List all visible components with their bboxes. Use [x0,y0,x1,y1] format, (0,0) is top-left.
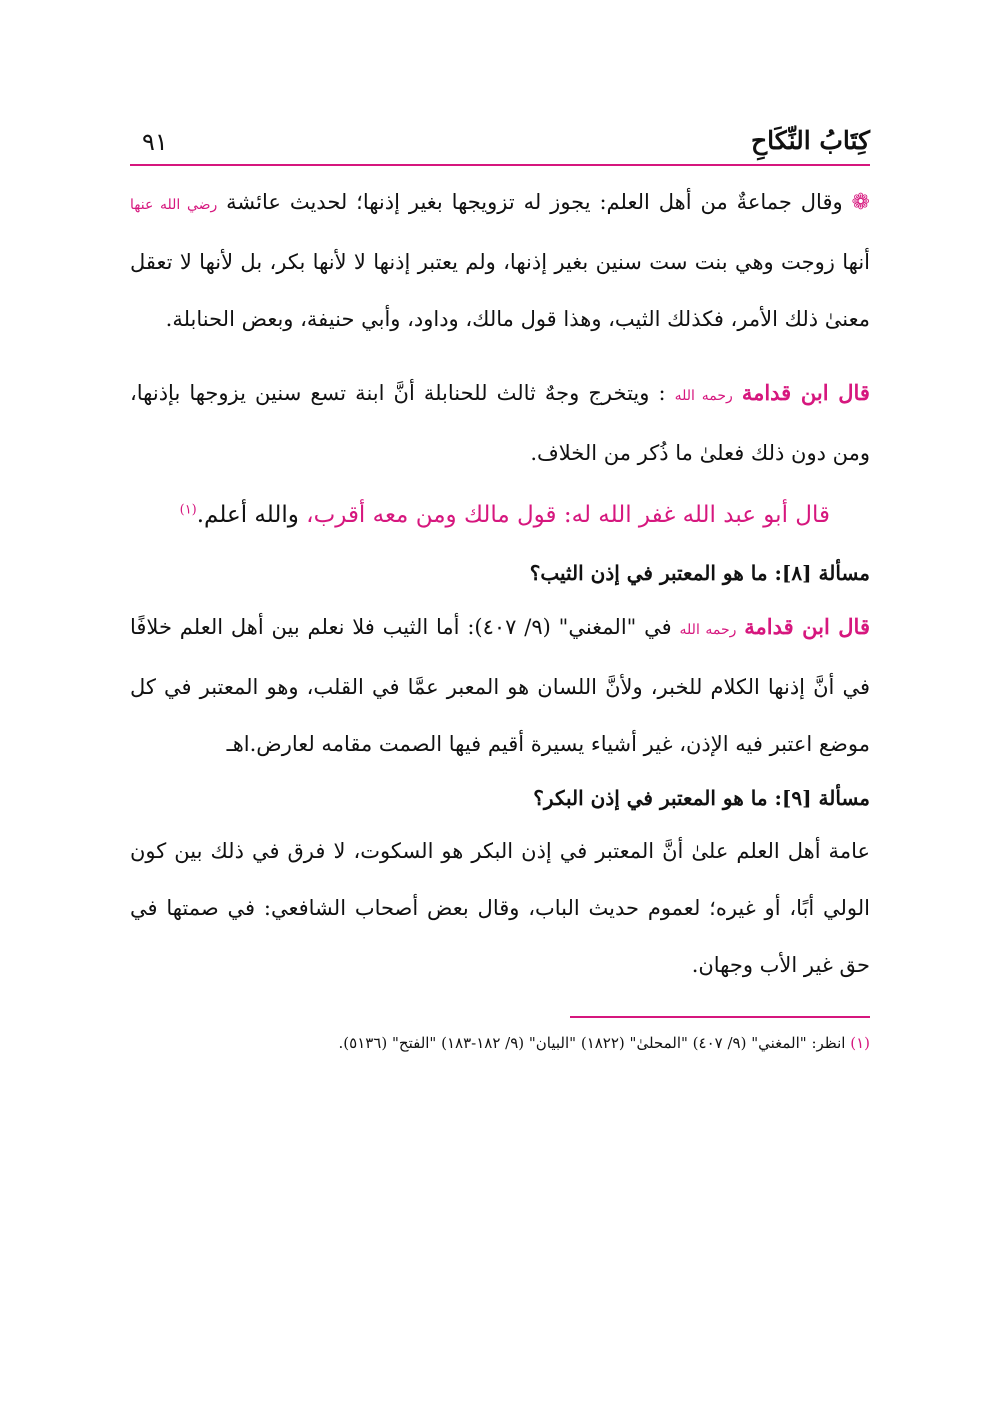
paragraph-4 [130,823,870,994]
honorific-glyph: رضي الله عنها [130,197,218,213]
author-opinion [130,482,870,548]
footnote-1-text: انظر: "المغني" (٩/ ٤٠٧) "المحلىٰ" (١٨٢٢) "البيان" (٩/ ١٨٢-١٨٣) "الفتح" (٥١٣٦). [338,1034,846,1052]
honorific-glyph: رحمه الله [674,388,733,404]
speaker-ibn-qudama: قال ابن قدامة [744,614,870,639]
paragraph-1 [130,174,870,348]
running-title: كِتَابُ النِّكَاحِ [751,126,870,155]
question-8-title: ما هو المعتبر في إذن الثيب؟ [529,561,775,585]
question-9-heading [130,773,870,823]
paragraph-3-text: في "المغني" (٩/ ٤٠٧): أما الثيب فلا نعلم بين أهل العلم خلافًا في أنَّ إذنها الكلام للخبر، ولأنَّ اللسان هو المعبر عمَّا في القلب، وهو المعتبر في كل موضع اعتبر فيه الإذن، غير أشياء يسيرة أقيم فيها الصمت مقامه لعارض.اهـ [130,615,870,756]
author-speaker: قال أبو عبد الله غفر الله له [571,502,830,528]
paragraph-3 [130,598,870,773]
paragraph-1-rest: أنها زوجت وهي بنت ست سنين بغير إذنها، ولم يعتبر إذنها لا لأنها بكر، بل لأنها لا تعقل معنىٰ ذلك الأمر، فكذلك الثيب، وهذا قول مالك، وداود، وأبي حنيفة، وبعض الحنابلة. [130,250,870,331]
page [130,120,870,1060]
paragraph-1-line1: وقال جماعةٌ من أهل العلم: يجوز له تزويجها بغير إذنها؛ لحديث عائشة [226,190,843,214]
header-rule [130,164,870,166]
paragraph-4-text: عامة أهل العلم علىٰ أنَّ المعتبر في إذن البكر هو السكوت، لا فرق في ذلك بين كون الولي أبًا، أو غيره؛ لعموم حديث الباب، وقال بعض أصحاب الشافعي: في صمتها في حق غير الأب وجهان. [130,839,870,977]
footnote-1-mark: (١) [850,1034,870,1052]
footnote-reference[interactable]: (١) [179,502,197,518]
question-9-label: مسألة [٩]: [774,786,870,810]
honorific-glyph: رحمه الله [679,622,737,638]
paragraph-2-text: : ويتخرج وجهٌ ثالث للحنابلة أنَّ ابنة تسع سنين يزوجها بإذنها، ومن دون ذلك فعلىٰ ما ذُكر من الخلاف. [130,381,870,465]
author-opinion-tail: والله أعلم. [196,502,307,528]
footnote-1 [130,1026,870,1060]
page-number: ٩١ [142,128,168,156]
author-opinion-text: : قول مالك ومن معه أقرب، [306,502,572,528]
question-9-title: ما هو المعتبر في إذن البكر؟ [533,786,775,810]
speaker-ibn-qudama: قال ابن قدامة [741,380,870,405]
flower-ornament-icon: ❁ [851,190,870,215]
footnote-rule [570,1016,870,1018]
question-8-heading [130,548,870,598]
page-header [130,120,870,166]
question-8-label: مسألة [٨]: [774,561,870,585]
paragraph-2 [130,364,870,482]
